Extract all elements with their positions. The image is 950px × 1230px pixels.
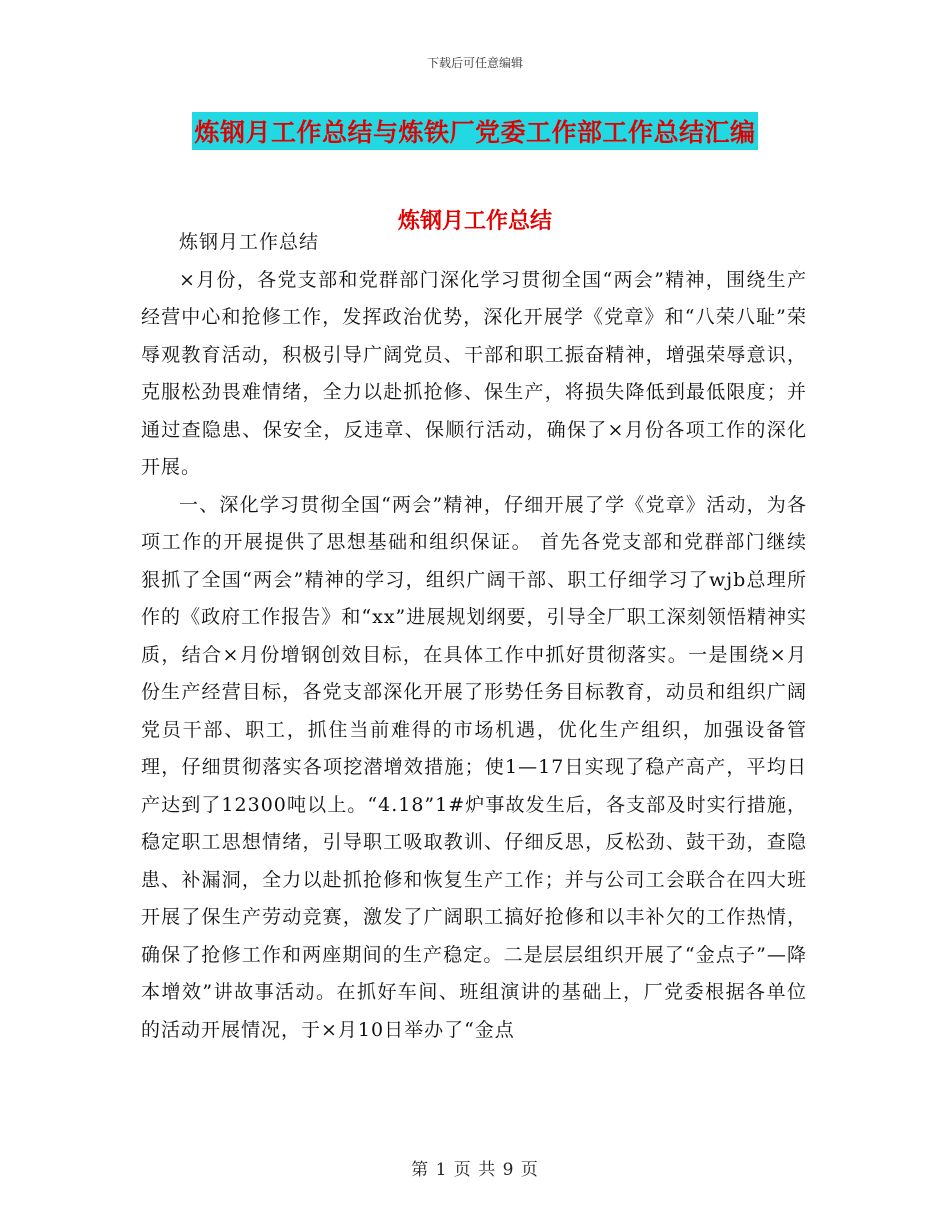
paragraph: 炼钢月工作总结 [179,231,320,253]
section-title: 炼钢月工作总结 [397,209,552,234]
main-title-wrap [0,112,950,150]
header-note: 下载后可任意编辑 [426,56,523,70]
document-body [141,224,807,1049]
document-title: 炼钢月工作总结与炼铁厂党委工作部工作总结汇编 [192,112,757,150]
paragraph: ×月份，各党支部和党群部门深化学习贯彻全国“两会”精神，围绕生产经营中心和抢修工作，发挥政治优势，深化开展学《党章》和“八荣八耻”荣辱观教育活动，积极引导广阔党员、干部和职工振奋精神，增强荣辱意识，克服松劲畏难情绪，全力以赴抓抢修、保生产，将损失降低到最低限度；并通过查隐患、保安全，反违章、保顺行活动，确保了×月份各项工作的深化开展。 [141,268,807,478]
paragraph: 一、深化学习贯彻全国“两会”精神，仔细开展了学《党章》活动，为各项工作的开展提供了思想基础和组织保证。 首先各党支部和党群部门继续狠抓了全国“两会”精神的学习，组织广阔干部、职工仔细学习了wjb总理所作的《政府工作报告》和“xx”进展规划纲要，引导全厂职工深刻领悟精神实质，结合×月份增钢创效目标，在具体工作中抓好贯彻落实。一是围绕×月份生产经营目标，各党支部深化开展了形势任务目标教育，动员和组织广阔党员干部、职工，抓住当前难得的市场机遇，优化生产组织，加强设备管理，仔细贯彻落实各项挖潜增效措施；使1—17日实现了稳产高产，平均日产达到了12300吨以上。“4.18”1#炉事故发生后，各支部及时实行措施，稳定职工思想情绪，引导职工吸取教训、仔细反思，反松劲、鼓干劲，查隐患、补漏洞，全力以赴抓抢修和恢复生产工作；并与公司工会联合在四大班开展了保生产劳动竞赛，激发了广阔职工搞好抢修和以丰补欠的工作热情，确保了抢修工作和两座期间的生产稳定。二是层层组织开展了“金点子”—降本增效”讲故事活动。在抓好车间、班组演讲的基础上，厂党委根据各单位的活动开展情况，于×月10日举办了“金点 [141,493,807,1041]
page-footer: 第 1 页 共 9 页 [411,1160,539,1180]
